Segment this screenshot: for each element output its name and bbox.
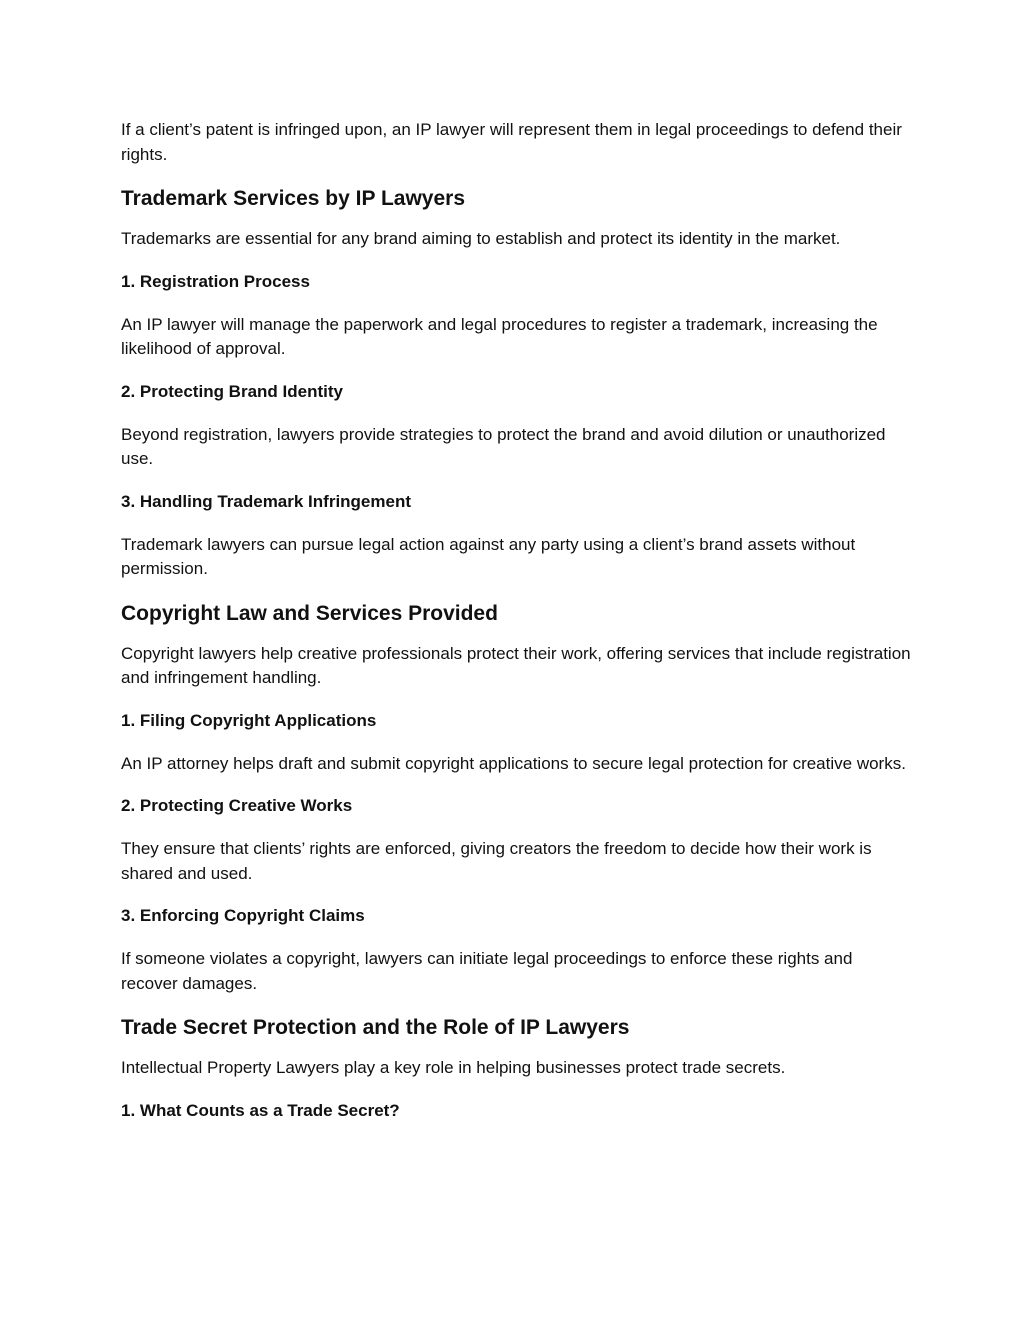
trademark-intro-paragraph: Trademarks are essential for any brand aiming to establish and protect its identity in the market. (121, 229, 841, 248)
intro-paragraph: If a client’s patent is infringed upon, an IP lawyer will represent them in legal proceedings to defend their rights. (121, 120, 902, 164)
subheading-filing-copyright-applications: 1. Filing Copyright Applications (121, 710, 377, 730)
trade-secret-intro-paragraph: Intellectual Property Lawyers play a key role in helping businesses protect trade secrets. (121, 1058, 786, 1077)
registration-paragraph: An IP lawyer will manage the paperwork and legal procedures to register a trademark, increasing the likelihood of approval. (121, 314, 878, 358)
subheading-registration-process: 1. Registration Process (121, 271, 310, 291)
copyright-intro-paragraph: Copyright lawyers help creative professionals protect their work, offering services that include registration and infringement handling. (121, 643, 911, 687)
trademark-infringement-paragraph: Trademark lawyers can pursue legal action against any party using a client’s brand assets without permission. (121, 534, 856, 578)
creative-works-paragraph: They ensure that clients’ rights are enforced, giving creators the freedom to decide how their work is shared and used. (121, 839, 872, 883)
subheading-what-counts-as-trade-secret: 1. What Counts as a Trade Secret? (121, 1100, 400, 1120)
document-page (121, 118, 911, 1142)
subheading-enforcing-copyright-claims: 3. Enforcing Copyright Claims (121, 906, 365, 925)
brand-identity-paragraph: Beyond registration, lawyers provide strategies to protect the brand and avoid dilution or unauthorized use. (121, 424, 886, 468)
section-heading-copyright: Copyright Law and Services Provided (121, 601, 498, 625)
subheading-handling-trademark-infringement: 3. Handling Trademark Infringement (121, 491, 412, 511)
enforcing-copyright-paragraph: If someone violates a copyright, lawyers can initiate legal proceedings to enforce these rights and recover damages. (121, 949, 853, 993)
subheading-protecting-creative-works: 2. Protecting Creative Works (121, 796, 353, 815)
section-heading-trademark: Trademark Services by IP Lawyers (121, 187, 465, 210)
subheading-protecting-brand-identity: 2. Protecting Brand Identity (121, 381, 343, 401)
section-heading-trade-secret: Trade Secret Protection and the Role of IP Lawyers (121, 1016, 630, 1039)
filing-copyright-paragraph: An IP attorney helps draft and submit copyright applications to secure legal protection for creative works. (121, 753, 906, 773)
